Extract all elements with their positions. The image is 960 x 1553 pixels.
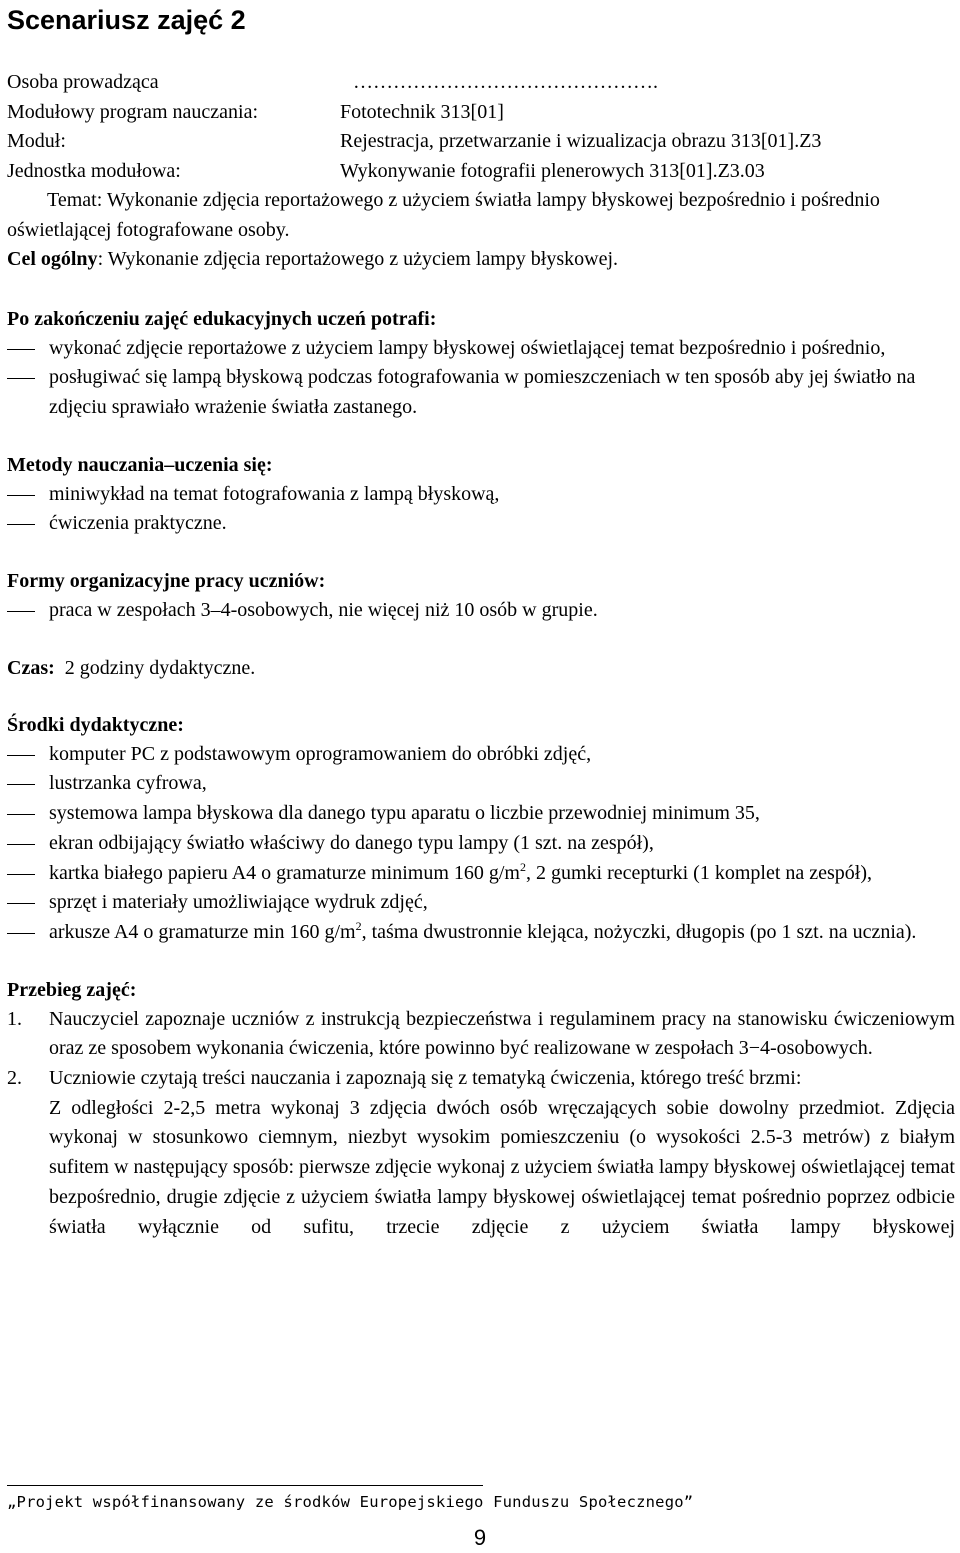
topic-label: Temat:: [47, 189, 103, 211]
meta-value: ……………………………………….: [353, 71, 658, 93]
time-line: [7, 653, 955, 683]
outcomes-heading: Po zakończeniu zajęć edukacyjnych uczeń potrafi:: [7, 307, 437, 330]
meta-label: Modułowy program nauczania:: [7, 100, 259, 123]
list-item: ekran odbijający światło właściwy do danego typu lampy (1 szt. na zespół),: [7, 829, 955, 859]
meta-value: Rejestracja, przetwarzanie i wizualizacja obrazu 313[01].Z3: [340, 130, 822, 152]
list-item: wykonać zdjęcie reportażowe z użyciem lampy błyskowej oświetlającej temat bezpośrednio i pośrednio,: [7, 334, 955, 364]
list-item: sprzęt i materiały umożliwiające wydruk zdjęć,: [7, 888, 955, 918]
topic: [7, 186, 955, 245]
forms-list: [7, 596, 955, 626]
step-number: 2.: [7, 1067, 22, 1090]
topic-text: Wykonanie zdjęcia reportażowego z użyciem światła lampy błyskowej bezpośrednio i pośrednio oświetlającej fotografowane osoby.: [7, 189, 880, 241]
resource-text: kartka białego papieru A4 o gramaturze minimum 160 g/m: [49, 861, 520, 884]
page-title: Scenariusz zajęć 2: [7, 5, 246, 35]
methods-list: [7, 480, 955, 539]
step-text: Nauczyciel zapoznaje uczniów z instrukcją bezpieczeństwa i regulaminem pracy na stanowisku ćwiczeniowym oraz ze sposobem wykonania ćwiczenia, które powinno być realizowane w zespołach 3−4-osobowych.: [49, 1007, 955, 1060]
step-item: [7, 1005, 955, 1064]
list-item: praca w zespołach 3–4-osobowych, nie więcej niż 10 osób w grupie.: [7, 596, 955, 626]
outcomes-list: [7, 334, 955, 423]
list-item: [7, 918, 955, 948]
meta-label: Moduł:: [7, 130, 66, 152]
step-text: Uczniowie czytają treści nauczania i zapoznają się z tematyką ćwiczenia, którego treść brzmi:: [49, 1067, 802, 1090]
document-page: [7, 0, 955, 1242]
meta-row-instructor: [7, 68, 955, 98]
resources-section: [7, 710, 955, 948]
meta-label: Jednostka modułowa:: [7, 159, 181, 182]
list-item: ćwiczenia praktyczne.: [7, 509, 955, 539]
methods-section: [7, 450, 955, 539]
time-section: [7, 653, 955, 683]
methods-heading: Metody nauczania–uczenia się:: [7, 453, 273, 476]
course-heading: Przebieg zajęć:: [7, 978, 137, 1001]
resource-text-after: , 2 gumki recepturki (1 komplet na zespół),: [526, 861, 873, 884]
page-number: 9: [473, 1525, 487, 1550]
meta-row-unit: [7, 157, 955, 187]
meta-label: Osoba prowadząca: [7, 71, 159, 93]
footer-text: „Projekt współfinansowany ze środków Europejskiego Funduszu Społecznego”: [7, 1493, 694, 1511]
forms-section: [7, 566, 955, 626]
superscript: 2: [520, 859, 526, 874]
course-steps: [7, 1005, 955, 1243]
list-item: miniwykład na temat fotografowania z lampą błyskową,: [7, 480, 955, 510]
exercise-quote: Z odległości 2-2,5 metra wykonaj 3 zdjęcia dwóch osób wręczających sobie dowolny przedmiot. Zdjęcia wykonaj w stosunkowo ciemnym, niezbyt wysokim pomieszczeniu (o wysokości 2.5-3 metrów) z białym sufitem w następujący sposób: pierwsze zdjęcie wykonaj z użyciem światła lampy błyskowej oświetlającej temat bezpośrednio, drugie zdjęcie z użyciem światła lampy błyskowej oświetlającej temat pośrednio poprzez odbicie światła wyłącznie od sufitu, trzecie zdjęcie z użyciem światła lampy błyskowej: [49, 1096, 955, 1238]
superscript: 2: [355, 918, 362, 933]
resources-list: [7, 740, 955, 948]
goal-label: Cel ogólny: [7, 248, 98, 270]
time-value: 2 godziny dydaktyczne.: [64, 656, 256, 679]
step-item: [7, 1064, 955, 1242]
meta-row-module: [7, 127, 955, 157]
time-label: Czas:: [7, 656, 55, 679]
list-item: posługiwać się lampą błyskową podczas fotografowania w pomieszczeniach w ten sposób aby jej światło na zdjęciu sprawiało wrażenie światła zastanego.: [7, 363, 955, 422]
resource-text-after: , taśma dwustronnie klejąca, nożyczki, długopis (po 1 szt. na ucznia).: [361, 920, 917, 943]
meta-value: Wykonywanie fotografii plenerowych 313[01].Z3.03: [340, 159, 765, 182]
meta-value: Fototechnik 313[01]: [340, 100, 504, 123]
list-item: komputer PC z podstawowym oprogramowaniem do obróbki zdjęć,: [7, 740, 955, 770]
list-item: systemowa lampa błyskowa dla danego typu aparatu o liczbie przewodniej minimum 35,: [7, 799, 955, 829]
step-number: 1.: [7, 1007, 22, 1030]
resources-heading: Środki dydaktyczne:: [7, 713, 184, 736]
list-item: lustrzanka cyfrowa,: [7, 769, 955, 799]
meta-row-program: [7, 98, 955, 128]
meta-block: [7, 68, 955, 186]
resource-text: arkusze A4 o gramaturze min 160 g/m: [49, 920, 356, 943]
outcomes-section: [7, 304, 955, 423]
goal-text: : Wykonanie zdjęcia reportażowego z użyciem lampy błyskowej.: [97, 248, 619, 270]
footer-divider: [7, 1485, 483, 1486]
list-item: [7, 859, 955, 889]
course-section: [7, 975, 955, 1243]
forms-heading: Formy organizacyjne pracy uczniów:: [7, 570, 326, 593]
general-goal: [7, 245, 955, 275]
